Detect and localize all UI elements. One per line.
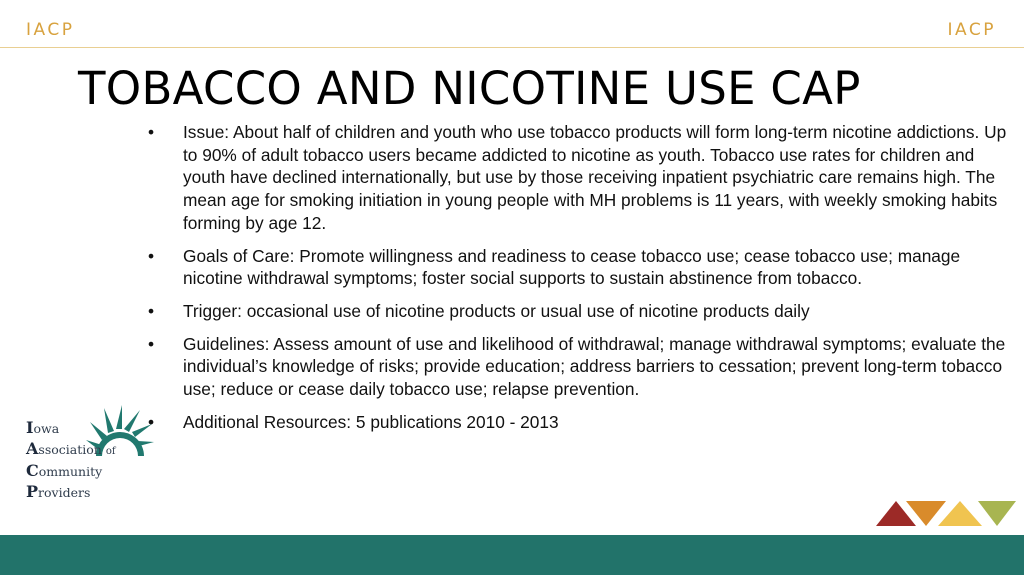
bullet-marker: • [148,245,155,266]
logo-wordmark: Iowa Association of Community Providers [26,418,116,501]
bullet-text: Additional Resources: 5 publications 2010 - 2013 [183,411,559,432]
bullet-marker: • [148,122,155,142]
bullet-issue [146,121,1008,235]
slide-title: TOBACCO AND NICOTINE USE CAP [78,62,861,115]
header-divider [0,47,1024,48]
bullet-list [146,121,1008,443]
brand-logo-left: IACP [26,20,75,40]
bullet-marker: • [148,300,155,321]
bullet-guidelines [146,333,1008,401]
triangle-olive [978,501,1016,526]
bullet-trigger [146,300,1008,323]
bullet-text: Issue: About half of children and youth who use tobacco products will form long-term nicotine addictions. Up to 90% of adult tobacco users became addicted to nicotine as youth. Tobacco use rates for children and youth have declined internationally, but use by those receiving inpatient psychiatric care remains high. The mean age for smoking initiation in young people with MH problems is 11 years, with weekly smoking habits forming by age 12. [183,122,1007,233]
decorative-triangles [876,501,1018,527]
bullet-text: Trigger: occasional use of nicotine products or usual use of nicotine products daily [183,300,810,321]
bullet-marker: • [148,411,155,432]
iacp-organization-logo [24,404,154,501]
bullet-goals-of-care [146,245,1008,290]
bullet-text: Goals of Care: Promote willingness and readiness to cease tobacco use; cease tobacco use; manage nicotine withdrawal symptoms; foster social supports to sustain abstinence from tobacco. [183,245,961,289]
bullet-additional-resources [146,411,1008,434]
footer-bar [0,535,1024,575]
brand-logo-right: IACP [947,20,996,40]
bullet-text: Guidelines: Assess amount of use and likelihood of withdrawal; manage withdrawal symptoms; evaluate the individual’s knowledge of risks; provide education; address barriers to cessation; prevent long-term tobacco use; reduce or cease daily tobacco use; relapse prevention. [183,333,1006,400]
bullet-marker: • [148,333,155,354]
triangle-yellow [938,501,982,526]
